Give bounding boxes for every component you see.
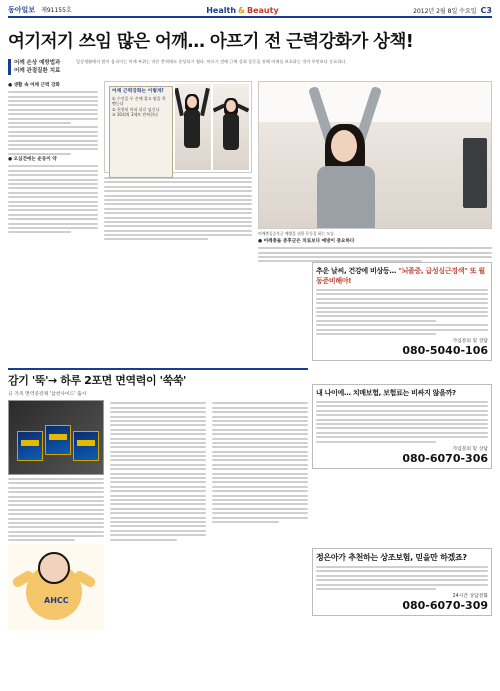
sidebar-title: 어깨 근력강화는 이렇게! [112, 89, 164, 94]
section-title-health: Health [206, 5, 237, 15]
lower-col-2 [110, 400, 206, 630]
sidebar-item: ① 수건을 두 손에 잡고 팔을 쭉 뻗는다 [112, 95, 166, 107]
issue-date: 2012년 2월 8일 수요일 [413, 7, 477, 15]
subhead-row [8, 59, 492, 75]
mascot-illustration [8, 544, 104, 630]
product-photo [8, 400, 104, 475]
sidebar-item: ② 천천히 머리 뒤로 넘긴다 [112, 106, 160, 112]
product-box-icon [73, 431, 99, 461]
exercise-sidebar [109, 86, 173, 178]
section-heading-2: ● 오십견에는 운동이 약 [8, 157, 57, 163]
exercise-figure-2 [213, 84, 249, 170]
masthead [8, 4, 492, 18]
section-title-amp: & [238, 5, 245, 15]
product-box-icon [45, 425, 71, 455]
lower-subheadline: 日 가족 면역증강제 '삼천사이드' 출시 [8, 392, 87, 397]
lower-article [8, 368, 308, 630]
masthead-left [8, 5, 72, 15]
byline-line-2: 어깨 관절질환 치료 [14, 68, 61, 74]
ad-box-2 [312, 384, 492, 469]
paper-name: 동아일보 [8, 6, 36, 14]
exercise-photo-panel [104, 81, 252, 173]
byline-line-1: 어깨 손상 예방법과 [14, 60, 61, 66]
photo-caption: 어깨충돌증후군 예방을 위한 운동을 하는 모습. [258, 231, 335, 236]
exercise-figure-1 [175, 84, 211, 170]
ad-1-title-text: 추운 날씨, 건강에 비상등… [316, 267, 397, 275]
ad-3-phone-label: 24시간 상담전화 [452, 594, 488, 600]
ad-1-phone-label: 가입문의 및 상담 [452, 339, 488, 345]
product-box-icon [17, 431, 43, 461]
lower-col-1-text [8, 478, 104, 541]
ad-2-title: 내 나이에… 치매보험, 보험료는 비싸지 않을까? [316, 389, 456, 397]
lead-paragraph: 일상생활에서 많이 움직이는 어깨 부위는 작은 충격에도 손상되기 쉽다. 아프기 전에 근력 강화 운동을 통해 어깨를 보호하는 것이 무엇보다 중요하다. [76, 59, 347, 64]
ad-3-title: 정은아가 추천하는 상조보험, 믿을만 하겠죠? [316, 553, 467, 562]
article-column-1 [8, 81, 98, 281]
main-headline: 여기저기 쓰임 많은 어깨… 아프기 전 근력강화가 상책! [8, 32, 414, 52]
article-column-3 [258, 81, 492, 281]
ad-1-body [316, 289, 488, 335]
sidebar-item: ③ 10회씩 3세트 반복한다 [112, 112, 158, 118]
ad-1-phone-number[interactable]: 080-5040-106 [402, 344, 488, 358]
lower-col-3 [212, 400, 308, 630]
mascot-label: AHCC [44, 595, 69, 605]
section-heading-1: ● 생활 속 어깨 근력 강화 [8, 83, 60, 88]
lower-headline: 감기 '뚝'→ 하루 2포면 면역력이 '쑥쑥' [8, 368, 308, 388]
article-column-2-text [104, 177, 252, 240]
ad-2-phone-label: 가입문의 및 상담 [452, 446, 488, 452]
byline-box [8, 59, 70, 75]
ad-box-1 [312, 262, 492, 361]
section-title-beauty: Beauty [247, 5, 279, 15]
ad-3-body [316, 566, 488, 590]
ad-block-2 [312, 384, 492, 469]
article-column-2 [104, 81, 252, 281]
main-photo [258, 81, 492, 229]
ad-box-3 [312, 548, 492, 616]
main-article [8, 81, 492, 281]
lower-col-1 [8, 400, 104, 630]
article-column-3-text [258, 239, 492, 262]
ad-block-3 [312, 548, 492, 616]
masthead-right [413, 6, 492, 15]
section-title [206, 6, 278, 15]
ad-1-title-highlight: "뇌졸중, 급성심근경색" 또 월동준비해야! [316, 267, 485, 285]
ad-2-body [316, 401, 488, 443]
page-number: C3 [480, 5, 492, 15]
ad-1-title [316, 266, 488, 286]
section-heading-3: ● 어깨충돌 증후군은 치료보다 예방이 중요하다 [258, 239, 355, 244]
issue-number: 제91155호 [41, 7, 72, 14]
ad-3-phone-number[interactable]: 080-6070-309 [402, 599, 488, 613]
ad-block-1 [312, 262, 492, 361]
lower-columns [8, 400, 308, 630]
ad-2-phone-number[interactable]: 080-6070-306 [402, 451, 488, 465]
